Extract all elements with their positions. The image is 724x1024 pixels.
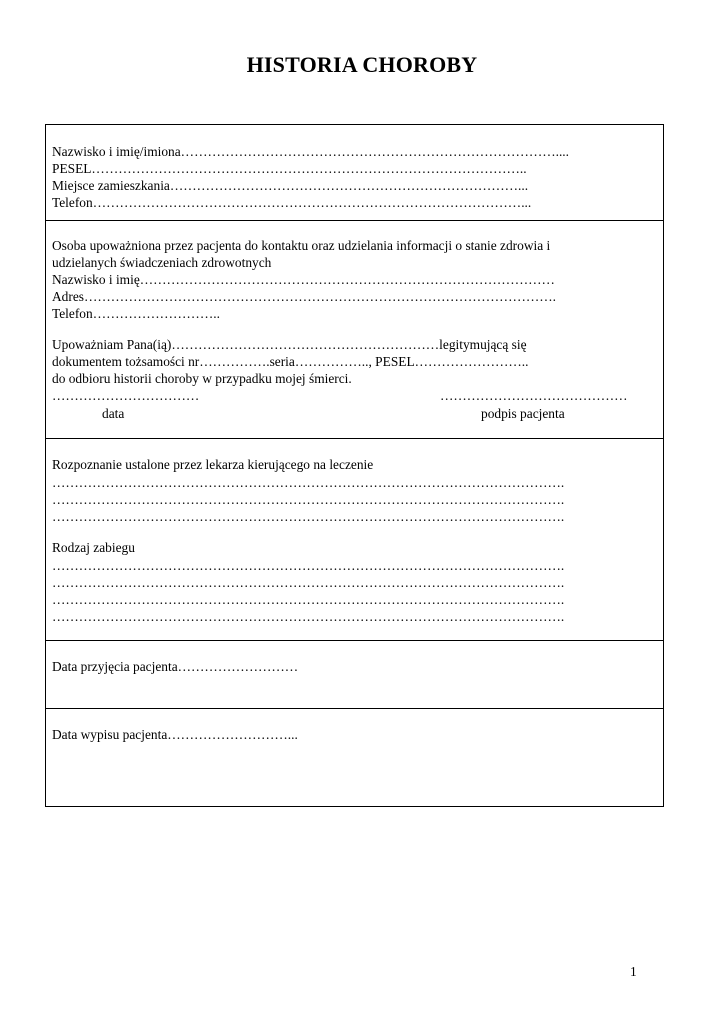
procedure-line[interactable]: …………………………………………………………………………………………………….: [52, 558, 565, 573]
diagnosis-line[interactable]: …………………………………………………………………………………………………….: [52, 492, 565, 507]
signature-field[interactable]: ……………………………………: [440, 388, 628, 403]
diagnosis-line[interactable]: …………………………………………………………………………………………………….: [52, 475, 565, 490]
page-number: 1: [630, 964, 637, 979]
patient-address-field[interactable]: Miejsce zamieszkania……………………………………………………………………...: [52, 178, 529, 193]
authorization-line-2[interactable]: dokumentem tożsamości nr…………….seria…………….., PESEL……………………..: [52, 354, 529, 369]
authorized-phone-field[interactable]: Telefon………………………..: [52, 306, 220, 321]
diagnosis-line[interactable]: …………………………………………………………………………………………………….: [52, 509, 565, 524]
signature-caption: podpis pacjenta: [481, 406, 565, 421]
authorized-person-section: [46, 221, 663, 439]
medical-history-form: [45, 124, 664, 807]
admission-section: [46, 641, 663, 709]
procedure-line[interactable]: …………………………………………………………………………………………………….: [52, 575, 565, 590]
procedure-line[interactable]: …………………………………………………………………………………………………….: [52, 592, 565, 607]
patient-pesel-field[interactable]: PESEL……………………………………………………………………………………..: [52, 161, 527, 176]
diagnosis-label: Rozpoznanie ustalone przez lekarza kierującego na leczenie: [52, 457, 374, 472]
admission-date-field[interactable]: Data przyjęcia pacjenta………………………: [52, 659, 299, 674]
patient-section: [46, 125, 663, 221]
authorization-line-1[interactable]: Upoważniam Pana(ią)……………………………………………………legitymującą się: [52, 337, 527, 352]
authorized-intro-line-2: udzielanych świadczeniach zdrowotnych: [52, 255, 272, 270]
procedure-line[interactable]: …………………………………………………………………………………………………….: [52, 609, 565, 624]
authorized-address-field[interactable]: Adres…………………………………………………………………………………………….: [52, 289, 556, 304]
authorization-line-3: do odbioru historii choroby w przypadku mojej śmierci.: [52, 371, 352, 386]
authorized-name-field[interactable]: Nazwisko i imię…………………………………………………………………………………: [52, 272, 555, 287]
date-caption: data: [102, 406, 125, 421]
discharge-section: [46, 709, 663, 806]
patient-name-field[interactable]: Nazwisko i imię/imiona…………………………………………………………………………....: [52, 144, 570, 159]
authorized-intro-line-1: Osoba upoważniona przez pacjenta do kontaktu oraz udzielania informacji o stanie zdrowia i: [52, 238, 551, 253]
diagnosis-section: [46, 439, 663, 641]
page-title: HISTORIA CHOROBY: [246, 52, 478, 77]
discharge-date-field[interactable]: Data wypisu pacjenta………………………...: [52, 727, 298, 742]
procedure-label: Rodzaj zabiegu: [52, 540, 135, 555]
patient-phone-field[interactable]: Telefon……………………………………………………………………………………...: [52, 195, 532, 210]
date-field[interactable]: ……………………………: [52, 388, 200, 403]
